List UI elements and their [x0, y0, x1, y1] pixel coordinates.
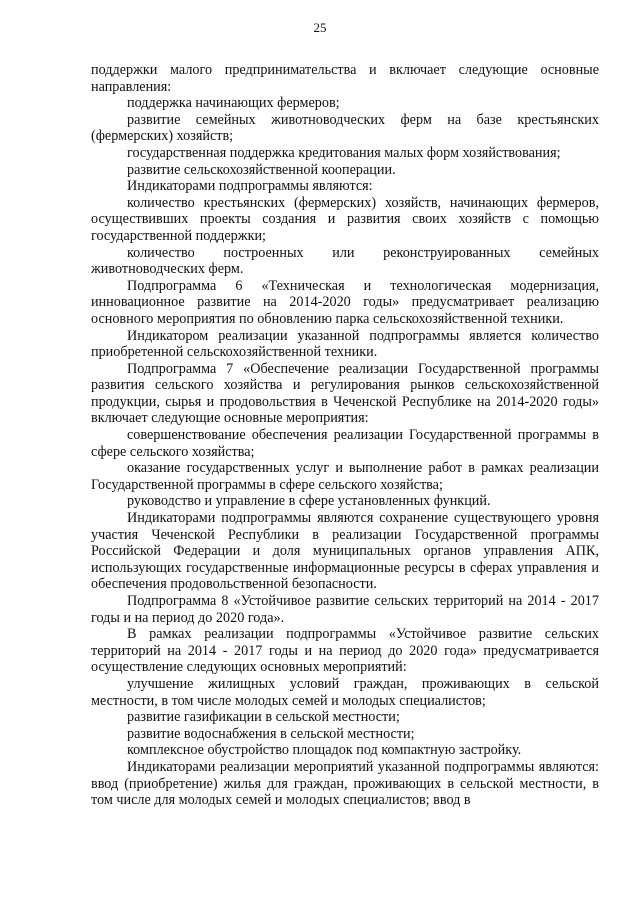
paragraph: Индикаторами подпрограммы являются сохранение существующего уровня участия Чеченской Республики в реализации Государственной программы Российской Федерации и доля муниципальных органов управления АПК, использующих государственные информационные ресурсы в сферах управления и обеспечения продовольственной безопасности. [91, 510, 599, 593]
list-item: улучшение жилищных условий граждан, проживающих в сельской местности, в том числе молодых семей и молодых специалистов; [91, 675, 599, 709]
paragraph: Индикаторами реализации мероприятий указанной подпрограммы являются: ввод (приобретение) жилья для граждан, проживающих в сельской местности, в том числе для молодых семей и молодых специалистов; ввод в [91, 758, 599, 809]
list-item: развитие газификации в сельской местности; [127, 709, 400, 726]
list-item: развитие семейных животноводческих ферм на базе крестьянских (фермерских) хозяйств; [91, 111, 599, 145]
page-number: 25 [313, 20, 327, 35]
list-item: совершенствование обеспечения реализации Государственной программы в сфере сельского хозяйства; [91, 427, 599, 460]
list-item: комплексное обустройство площадок под компактную застройку. [127, 742, 522, 759]
paragraph: Индикатором реализации указанной подпрограммы является количество приобретенной сельскохозяйственной техники. [91, 327, 599, 361]
list-item: руководство и управление в сфере установленных функций. [127, 493, 491, 510]
list-item: государственная поддержка кредитования малых форм хозяйствования; [127, 144, 561, 161]
paragraph: В рамках реализации подпрограммы «Устойчивое развитие сельских территорий на 2014 - 2017 годы и на период до 2020 года» предусматривается осуществление следующих основных мероприятий: [91, 626, 599, 676]
paragraph: поддержки малого предпринимательства и включает следующие основные направления: [91, 62, 599, 95]
paragraph: Индикаторами подпрограммы являются: [127, 178, 373, 195]
list-item: оказание государственных услуг и выполнение работ в рамках реализации Государственной программы в сфере сельского хозяйства; [91, 460, 599, 493]
paragraph: Подпрограмма 7 «Обеспечение реализации Государственной программы развития сельского хозяйства и регулирования рынков сельскохозяйственной продукции, сырья и продовольствия в Чеченской Республике на 2014-2020 годы» включает следующие основные мероприятия: [91, 360, 599, 427]
list-item: развитие водоснабжения в сельской местности; [127, 725, 415, 742]
list-item: количество построенных или реконструированных семейных животноводческих ферм. [91, 244, 599, 278]
document-body [91, 62, 599, 809]
list-item: поддержка начинающих фермеров; [127, 95, 340, 112]
list-item: количество крестьянских (фермерских) хозяйств, начинающих фермеров, осуществивших проекты создания и развития своих хозяйств с помощью государственной поддержки; [91, 194, 599, 244]
paragraph: Подпрограмма 8 «Устойчивое развитие сельских территорий на 2014 - 2017 годы и на период до 2020 года». [91, 593, 599, 626]
list-item: развитие сельскохозяйственной кооперации. [127, 161, 396, 178]
paragraph: Подпрограмма 6 «Техническая и технологическая модернизация, инновационное развитие на 2014-2020 годы» предусматривает реализацию основного мероприятия по обновлению парка сельскохозяйственной техники. [91, 277, 599, 327]
